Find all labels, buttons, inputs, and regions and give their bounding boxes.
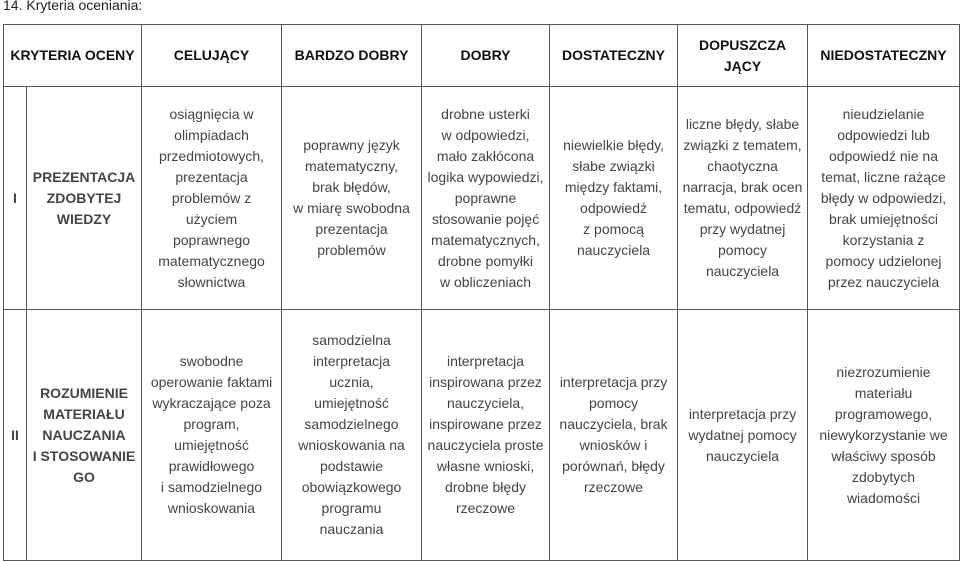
cell-dostateczny: niewielkie błędy, słabe związki między faktami, odpowiedź z pomocą nauczyciela [550, 87, 678, 310]
header-criteria: KRYTERIA OCENY [4, 25, 142, 87]
row-number: I [4, 87, 27, 310]
cell-dostateczny: interpretacja przy pomocy nauczyciela, brak wniosków i porównań, błędy rzeczowe [550, 310, 678, 561]
cell-bardzo-dobry: samodzielna interpretacja ucznia, umiejętność samodzielnego wnioskowania na podstawie obowiązkowego programu nauczania [282, 310, 422, 561]
row-category: PREZENTACJA ZDOBYTEJ WIEDZY [27, 87, 142, 310]
header-celujacy: CELUJĄCY [142, 25, 282, 87]
cell-bardzo-dobry: poprawny język matematyczny, brak błędów, w miarę swobodna prezentacja problemów [282, 87, 422, 310]
header-dobry: DOBRY [422, 25, 550, 87]
header-niedostateczny: NIEDOSTATECZNY [808, 25, 960, 87]
cell-celujacy: swobodne operowanie faktami wykraczające poza program, umiejętność prawidłowego i samodzielnego wnioskowania [142, 310, 282, 561]
header-row [4, 25, 960, 87]
grading-criteria-table [3, 24, 960, 561]
cell-niedostateczny: niezrozumienie materiału programowego, niewykorzystanie we właściwy sposób zdobytych wiadomości [808, 310, 960, 561]
cell-dobry: drobne usterki w odpowiedzi, mało zakłócona logika wypowiedzi, poprawne stosowanie pojęć matematycznych, drobne pomyłki w obliczeniach [422, 87, 550, 310]
cell-niedostateczny: nieudzielanie odpowiedzi lub odpowiedź nie na temat, liczne rażące błędy w odpowiedzi, brak umiejętności korzystania z pomocy udzielonej przez nauczyciela [808, 87, 960, 310]
row-category: ROZUMIENIE MATERIAŁU NAUCZANIA I STOSOWANIE GO [27, 310, 142, 561]
table-row [4, 87, 960, 310]
row-number: II [4, 310, 27, 561]
header-dopuszczajacy: DOPUSZCZA JĄCY [678, 25, 808, 87]
cell-dobry: interpretacja inspirowana przez nauczyciela, inspirowane przez nauczyciela proste własne wnioski, drobne błędy rzeczowe [422, 310, 550, 561]
section-heading: 14. Kryteria oceniania: [3, 0, 143, 13]
header-dostateczny: DOSTATECZNY [550, 25, 678, 87]
table-row [4, 310, 960, 561]
header-bardzo-dobry: BARDZO DOBRY [282, 25, 422, 87]
cell-dopuszczajacy: liczne błędy, słabe związki z tematem, chaotyczna narracja, brak ocen tematu, odpowiedź przy wydatnej pomocy nauczyciela [678, 87, 808, 310]
cell-dopuszczajacy: interpretacja przy wydatnej pomocy nauczyciela [678, 310, 808, 561]
cell-celujacy: osiągnięcia w olimpiadach przedmiotowych, prezentacja problemów z użyciem poprawnego matematycznego słownictwa [142, 87, 282, 310]
